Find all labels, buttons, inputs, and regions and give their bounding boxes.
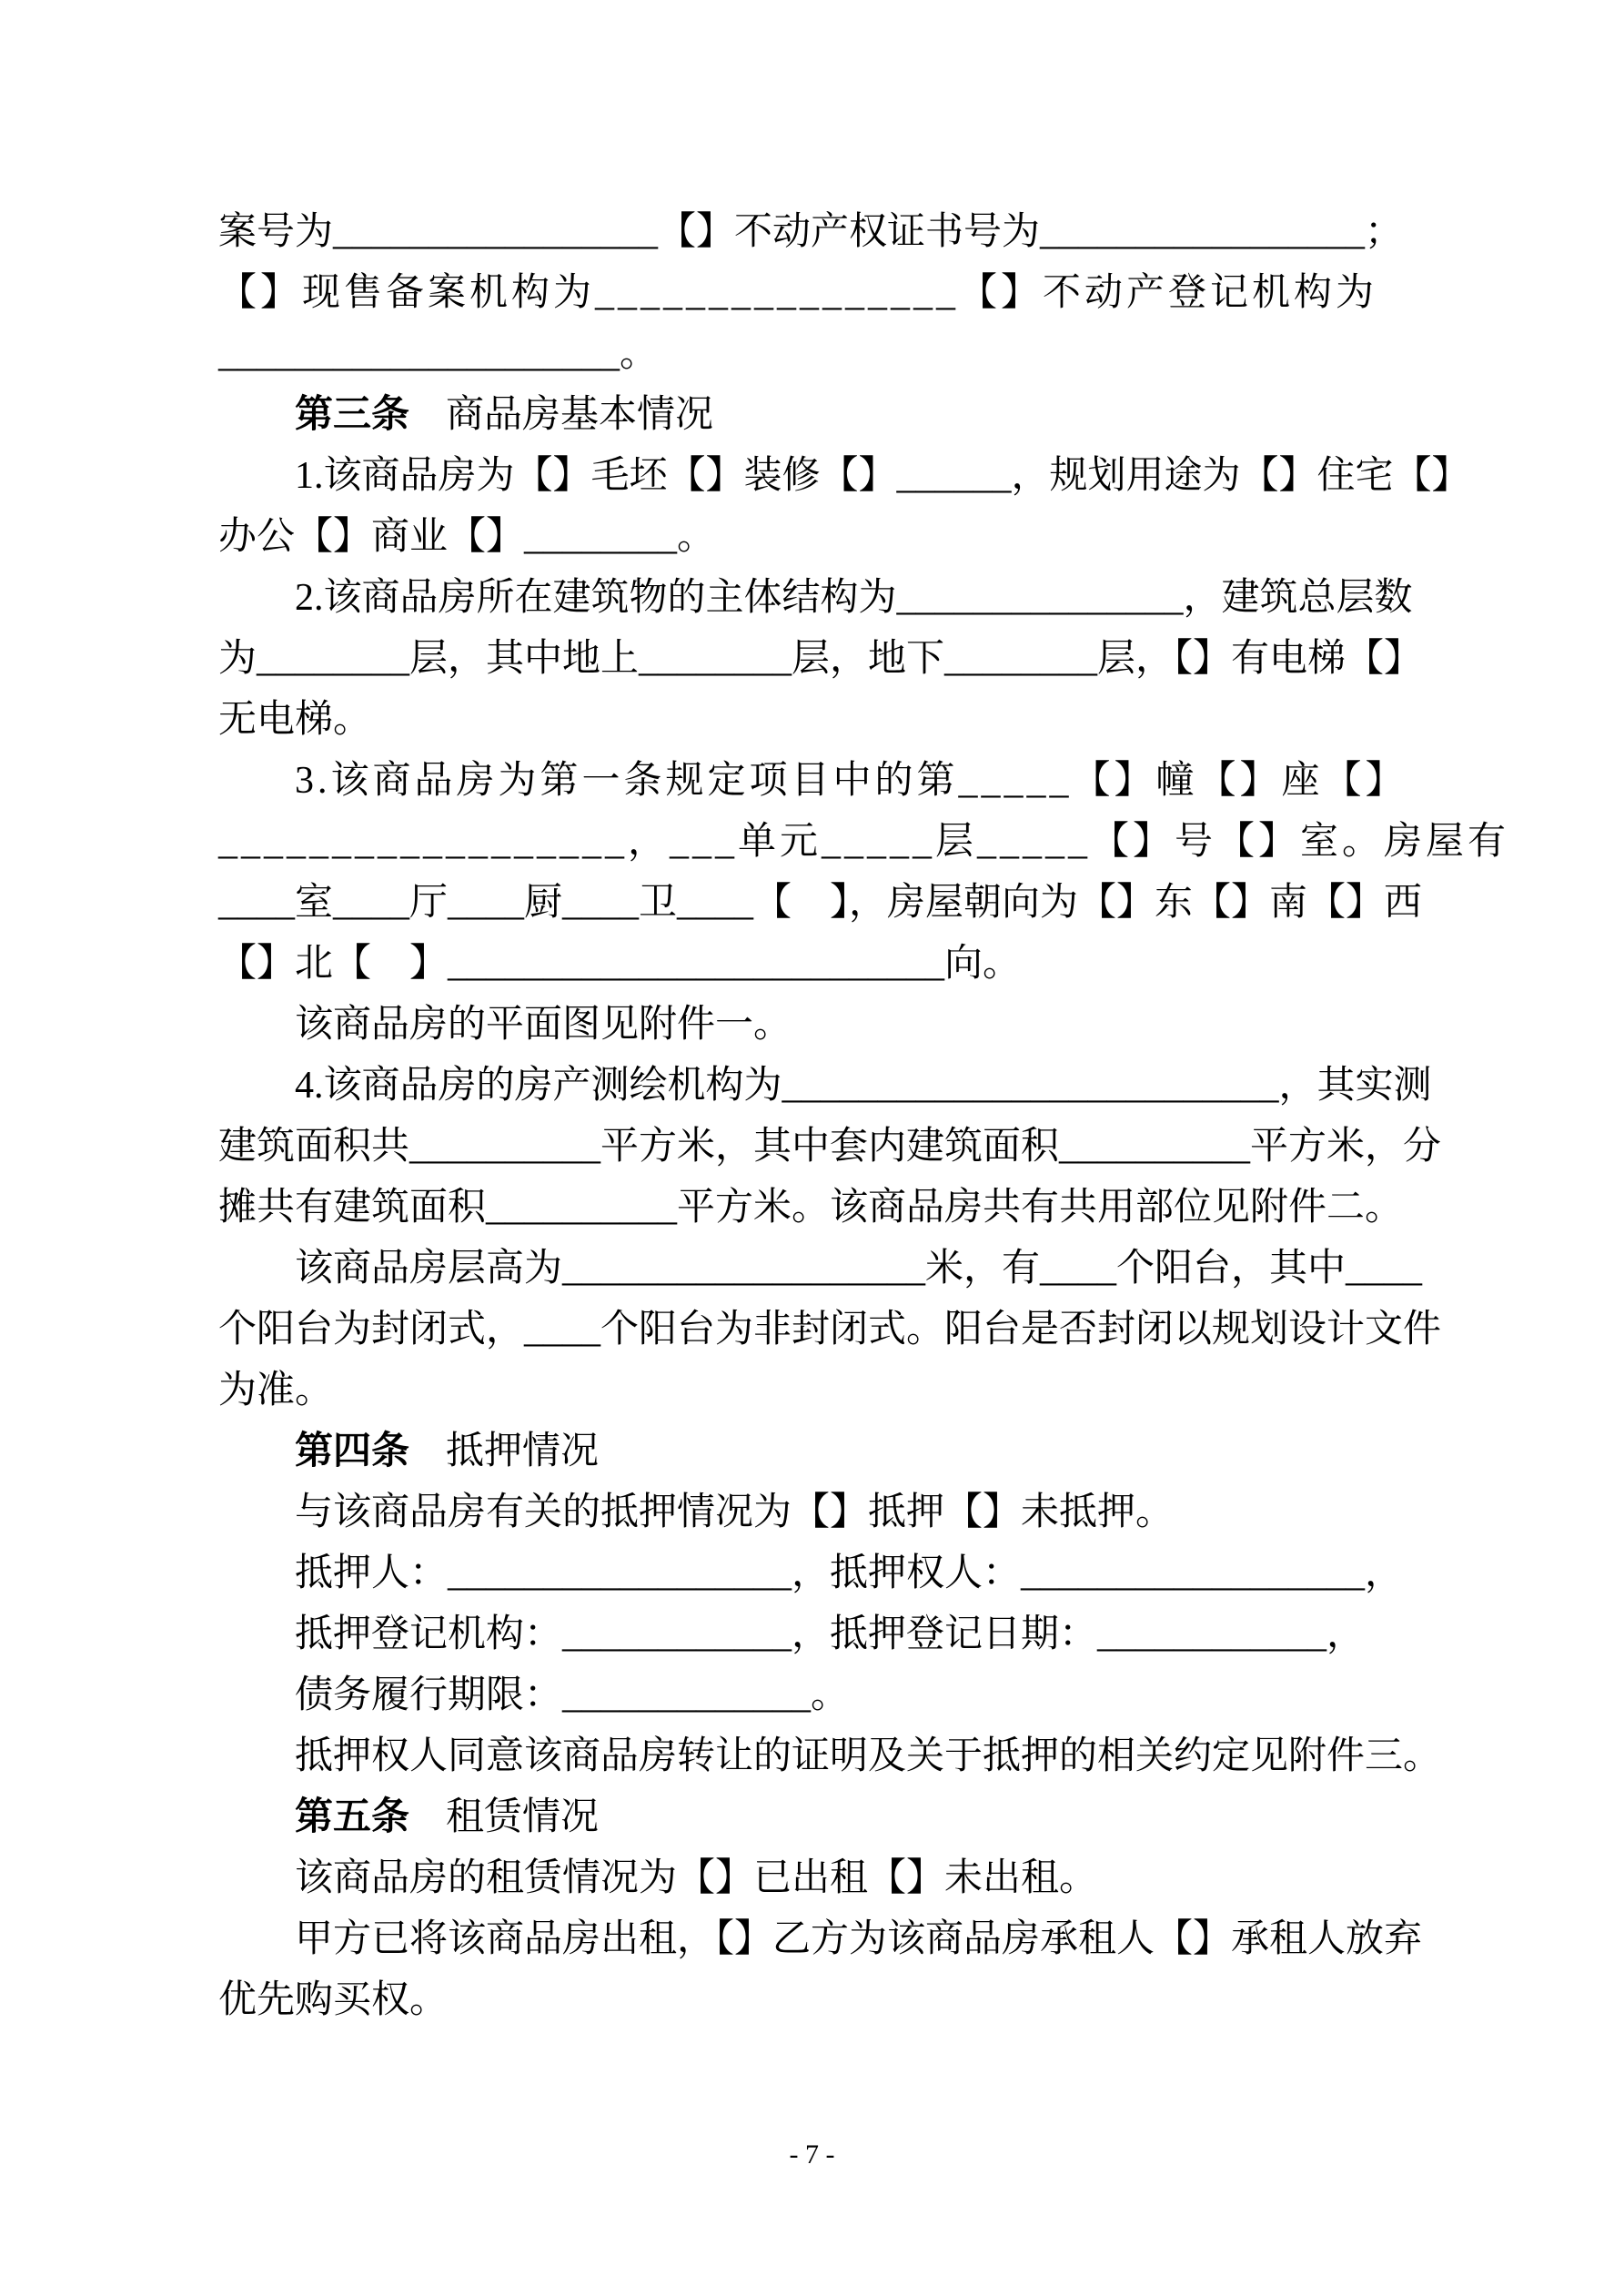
article-number: 第四条 <box>295 1431 410 1472</box>
paragraph-line: 办公【】商业【】________。 <box>218 516 716 558</box>
section-heading-article-5 <box>218 1787 1428 1848</box>
article-number: 第五条 <box>295 1796 410 1838</box>
paragraph-line: 甲方已将该商品房出租，【】乙方为该商品房承租人【】承租人放弃 <box>295 1918 1423 1960</box>
paragraph-line: 债务履行期限：_____________。 <box>295 1674 850 1716</box>
article-title: 租赁情况 <box>446 1796 600 1838</box>
article-number: 第三条 <box>295 394 410 436</box>
paragraph-line: 3.该商品房为第一条规定项目中的第_____【】幢【】座【】 <box>295 760 1407 802</box>
paragraph-line: 该商品房的平面图见附件一。 <box>295 1004 792 1046</box>
paragraph-line: 摊共有建筑面积__________平方米。该商品房共有共用部位见附件二。 <box>218 1187 1404 1229</box>
section-heading-article-3 <box>218 385 1428 446</box>
paragraph-line: 4.该商品房的房产测绘机构为__________________________，其实测 <box>295 1065 1432 1107</box>
paragraph-line: 1.该商品房为【】毛坯【】装修【】______，规划用途为【】住宅【】 <box>295 455 1470 497</box>
paragraph-line: __________________，___单元_____层_____【】号【】室。房屋有 <box>218 821 1510 863</box>
paragraph-line: ____室____厅____厨____卫____【 】，房屋朝向为【】东【】南【】西 <box>218 882 1423 924</box>
paragraph-line: 抵押登记机构：____________，抵押登记日期：____________， <box>295 1613 1366 1655</box>
paragraph-line: 为准。 <box>218 1370 334 1411</box>
paragraph-line: 抵押权人同意该商品房转让的证明及关于抵押的相关约定见附件三。 <box>295 1735 1442 1777</box>
paragraph-line: 【】现售备案机构为________________【】不动产登记机构为 <box>218 272 1378 314</box>
paragraph-line: 与该商品房有关的抵押情况为【】抵押【】未抵押。 <box>295 1492 1175 1533</box>
paragraph-line: 无电梯。 <box>218 699 372 741</box>
paragraph-line: 案号为_________________【】不动产权证书号为_________________； <box>218 211 1404 253</box>
paragraph-line: 该商品房层高为___________________米，有____个阳台，其中____ <box>295 1248 1423 1290</box>
paragraph-line: 个阳台为封闭式，____个阳台为非封闭式。阳台是否封闭以规划设计文件 <box>218 1309 1442 1350</box>
paragraph-line: 抵押人：__________________，抵押权人：__________________， <box>295 1553 1404 1594</box>
paragraph-line: 【】北【 】__________________________向。 <box>218 943 1022 985</box>
contract-body <box>218 202 1510 2031</box>
page-number: - 7 - <box>789 2139 835 2170</box>
paragraph-line: 建筑面积共__________平方米，其中套内建筑面积__________平方米，分 <box>218 1126 1442 1168</box>
paragraph-line: 为________层，其中地上________层，地下________层，【】有电梯【】 <box>218 638 1423 680</box>
article-title: 抵押情况 <box>446 1431 600 1472</box>
article-title: 商品房基本情况 <box>446 394 714 436</box>
paragraph-line: 2.该商品房所在建筑物的主体结构为_______________，建筑总层数 <box>295 577 1413 619</box>
paragraph-line: _____________________。 <box>218 333 659 375</box>
paragraph-line: 该商品房的租赁情况为【】已出租【】未出租。 <box>295 1857 1098 1899</box>
section-heading-article-4 <box>218 1421 1428 1482</box>
paragraph-line: 优先购买权。 <box>218 1979 449 2021</box>
